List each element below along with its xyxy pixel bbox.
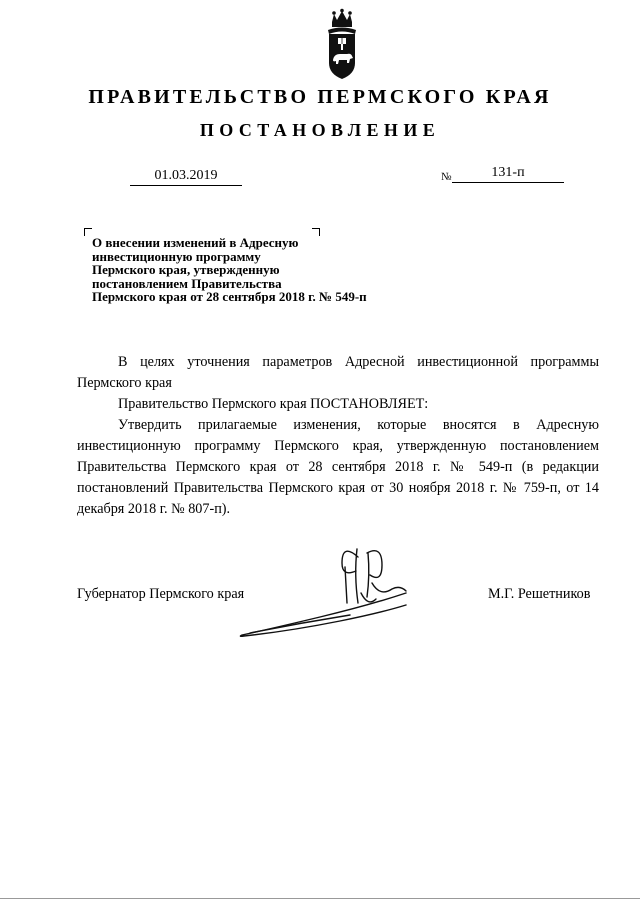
body-paragraph-approve: Утвердить прилагаемые изменения, которые вносятся в Адресную инвестиционную программу Пермского края, утвержденную постановлением Правительства Пермского края от 28 сентября 2018 г. № 549-п (в редакции постановлений Правительства Пермского края от 30 ноября 2018 г. № 759-п, от 14 декабря 2018 г. № 807-п). bbox=[77, 417, 599, 517]
page-edge-line bbox=[0, 898, 640, 899]
subject-line: Пермского края от 28 сентября 2018 г. № 549-п bbox=[92, 289, 367, 304]
subject-corner-left bbox=[84, 228, 92, 236]
subject-corner-right bbox=[312, 228, 320, 236]
signatory-name: М.Г. Решетников bbox=[488, 586, 591, 602]
government-title: ПРАВИТЕЛЬСТВО ПЕРМСКОГО КРАЯ bbox=[88, 86, 552, 108]
coat-of-arms-icon bbox=[322, 8, 362, 80]
document-date: 01.03.2019 bbox=[130, 167, 242, 186]
subject-line: инвестиционную программу bbox=[92, 248, 261, 264]
subject-line: Пермского края, утвержденную bbox=[92, 262, 280, 277]
subject-block bbox=[84, 228, 367, 318]
body-paragraph-purpose: В целях уточнения параметров Адресной инвестиционной программы Пермского края bbox=[77, 354, 599, 391]
document-number: 131-п bbox=[452, 164, 564, 183]
subject-line: О внесении изменений в Адресную bbox=[92, 235, 299, 250]
handwritten-signature-icon bbox=[230, 535, 440, 650]
number-sign: № bbox=[441, 171, 452, 183]
signatory-position: Губернатор Пермского края bbox=[77, 586, 245, 602]
body-paragraph-resolves: Правительство Пермского края ПОСТАНОВЛЯЕТ: bbox=[118, 396, 429, 412]
subject-title bbox=[92, 236, 432, 304]
subject-line: постановлением Правительства bbox=[92, 275, 282, 291]
document-type: ПОСТАНОВЛЕНИЕ bbox=[199, 120, 441, 140]
